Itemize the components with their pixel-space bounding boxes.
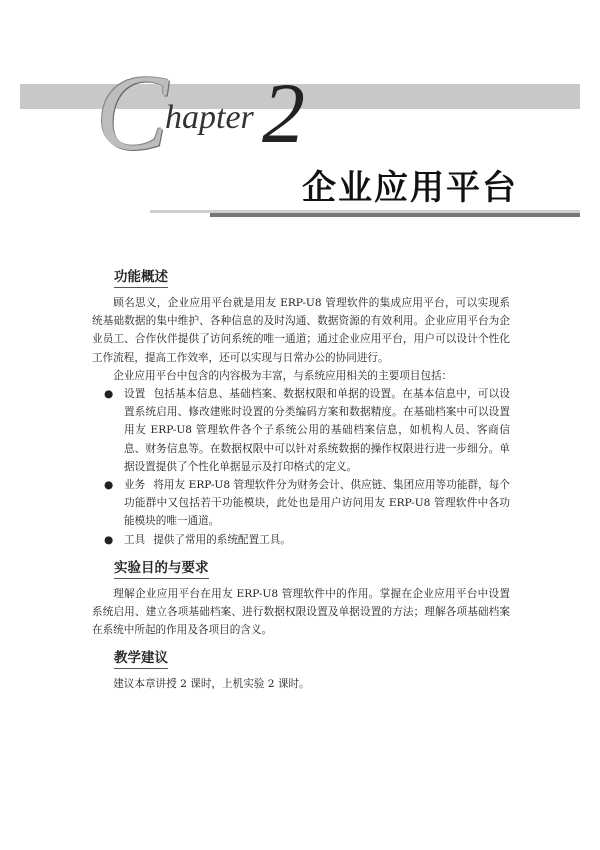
section-heading: 功能概述 [114,268,168,288]
section-objectives [92,559,510,640]
chapter-number: 2 [262,65,305,161]
paragraph: 顾名思义，企业应用平台就是用友 ERP-U8 管理软件的集成应用平台，可以实现系统基础数据的集中维护、各种信息的及时沟通、数据资源的有效利用。企业应用平台为企业员工、合作伙伴提供了访问系统的唯一通道；通过企业应用平台，用户可以设计个性化工作流程，提高工作效率，还可以实现与日常办公的协同进行。 [92,297,510,364]
list-item-text: 将用友 ERP-U8 管理软件分为财务会计、供应链、集团应用等功能群，每个功能群中又包括若干功能模块，此处也是用户访问用友 ERP-U8 管理软件中各功能模块的唯一通道。 [124,479,510,528]
paragraph: 建议本章讲授 2 课时，上机实验 2 课时。 [113,678,310,691]
chapter-word: hapter [165,99,254,136]
paragraph: 理解企业应用平台在用友 ERP-U8 管理软件中的作用。掌握在企业应用平台中设置系统启用、建立各项基础档案、进行数据权限设置及单据设置的方法；理解各项基础档案在系统中所起的作用及各项目的含义。 [92,587,510,637]
list-item-term: 业务 [124,479,146,492]
list-item-term: 设置 [124,388,146,401]
bullet-icon: ● [104,533,114,546]
bullet-icon: ● [104,479,114,492]
section-overview [92,268,510,549]
list-item-text: 包括基本信息、基础档案、数据权限和单据的设置。在基本信息中，可以设置系统启用、修改建账时设置的分类编码方案和数据精度。在基础档案中可以设置用友 ERP-U8 管理软件各个子系统公用的基础档案信息，如机构人员、客商信息、财务信息等。在数据权限中可以针对系统数据的操作权限进行进一步细分。单据设置提供了个性化单据显示及打印格式的定义。 [124,388,511,473]
list-item [92,531,510,549]
section-heading: 实验目的与要求 [114,559,209,579]
title-rule-dark [210,213,580,217]
section-teaching-advice [92,649,510,693]
chapter-title: 企业应用平台 [302,168,518,208]
list-item [92,385,510,476]
bullet-icon: ● [104,388,114,401]
list-item [92,476,510,531]
chapter-initial-letter: C [96,54,169,173]
section-heading: 教学建议 [114,649,168,669]
feature-list [92,385,510,549]
page-body [92,268,510,704]
paragraph: 企业应用平台中包含的内容极为丰富，与系统应用相关的主要项目包括： [113,369,453,382]
list-item-term: 工具 [124,533,146,546]
list-item-text: 提供了常用的系统配置工具。 [153,533,291,546]
